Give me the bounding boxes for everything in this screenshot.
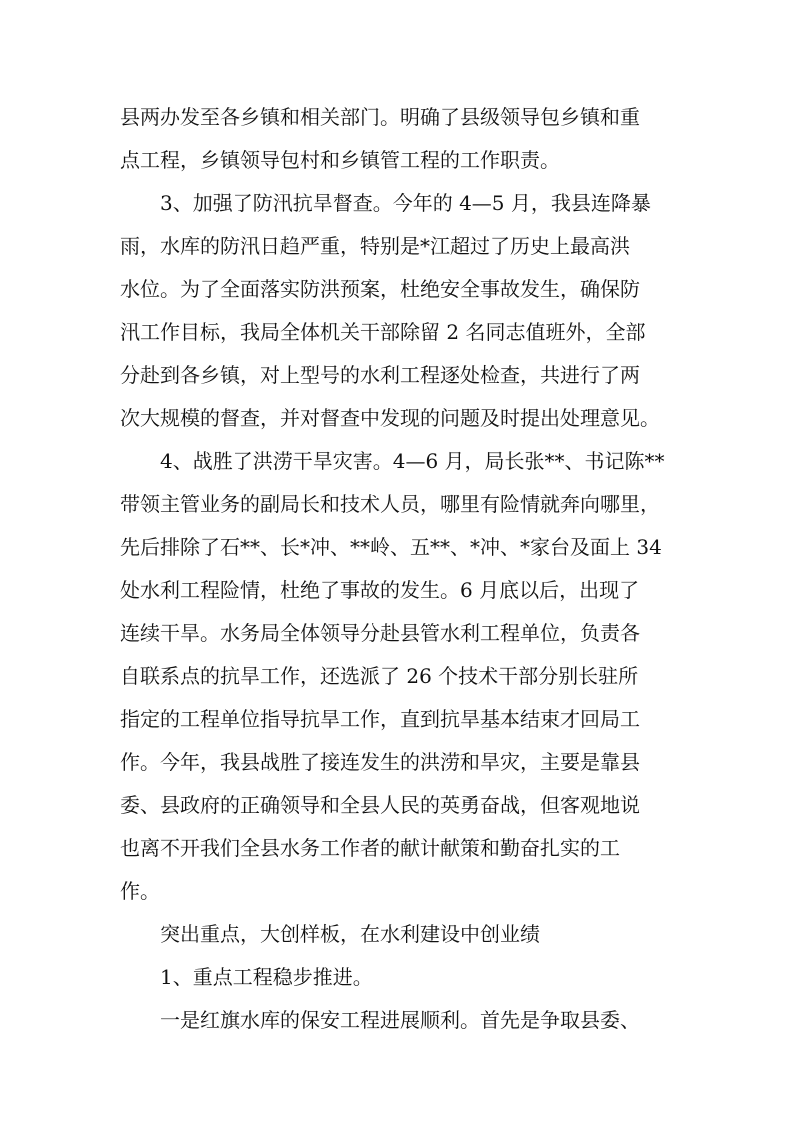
text-line: 作。今年，我县战胜了接连发生的洪涝和旱灾，主要是靠县: [120, 750, 640, 774]
text-line: 汛工作目标，我局全体机关干部除留 2 名同志值班外，全部: [120, 320, 646, 344]
text-line: 3、加强了防汛抗旱督查。今年的 4—5 月，我县连降暴: [160, 191, 651, 215]
text-line: 次大规模的督查，并对督查中发现的问题及时提出处理意见。: [120, 406, 660, 430]
text-line: 作。: [120, 879, 160, 903]
text-line: 也离不开我们全县水务工作者的献计献策和勤奋扎实的工: [120, 836, 620, 860]
text-line: 带领主管业务的副局长和技术人员，哪里有险情就奔向哪里，: [120, 492, 660, 516]
text-line: 分赴到各乡镇，对上型号的水利工程逐处检查，共进行了两: [120, 363, 640, 387]
text-line: 指定的工程单位指导抗旱工作，直到抗旱基本结束才回局工: [120, 707, 640, 731]
text-line: 县两办发至各乡镇和相关部门。明确了县级领导包乡镇和重: [120, 105, 640, 129]
text-line: 先后排除了石**、长*冲、**岭、五**、*冲、*家台及面上 34: [120, 535, 662, 559]
text-line: 水位。为了全面落实防洪预案，杜绝安全事故发生，确保防: [120, 277, 640, 301]
text-line: 处水利工程险情，杜绝了事故的发生。6 月底以后，出现了: [120, 578, 640, 602]
text-line: 点工程，乡镇领导包村和乡镇管工程的工作职责。: [120, 148, 560, 172]
text-line: 一是红旗水库的保安工程进展顺利。首先是争取县委、: [160, 1008, 640, 1032]
text-line: 4、战胜了洪涝干旱灾害。4—6 月，局长张**、书记陈**: [160, 449, 665, 473]
text-line: 雨，水库的防汛日趋严重，特别是*江超过了历史上最高洪: [120, 234, 630, 258]
subsection-heading: 1、重点工程稳步推进。: [160, 965, 373, 989]
document-body: [120, 96, 680, 1042]
section-heading: 突出重点，大创样板，在水利建设中创业绩: [160, 922, 540, 946]
text-line: 连续干旱。水务局全体领导分赴县管水利工程单位，负责各: [120, 621, 640, 645]
text-line: 自联系点的抗旱工作，还选派了 26 个技术干部分别长驻所: [120, 664, 639, 688]
text-line: 委、县政府的正确领导和全县人民的英勇奋战，但客观地说: [120, 793, 640, 817]
